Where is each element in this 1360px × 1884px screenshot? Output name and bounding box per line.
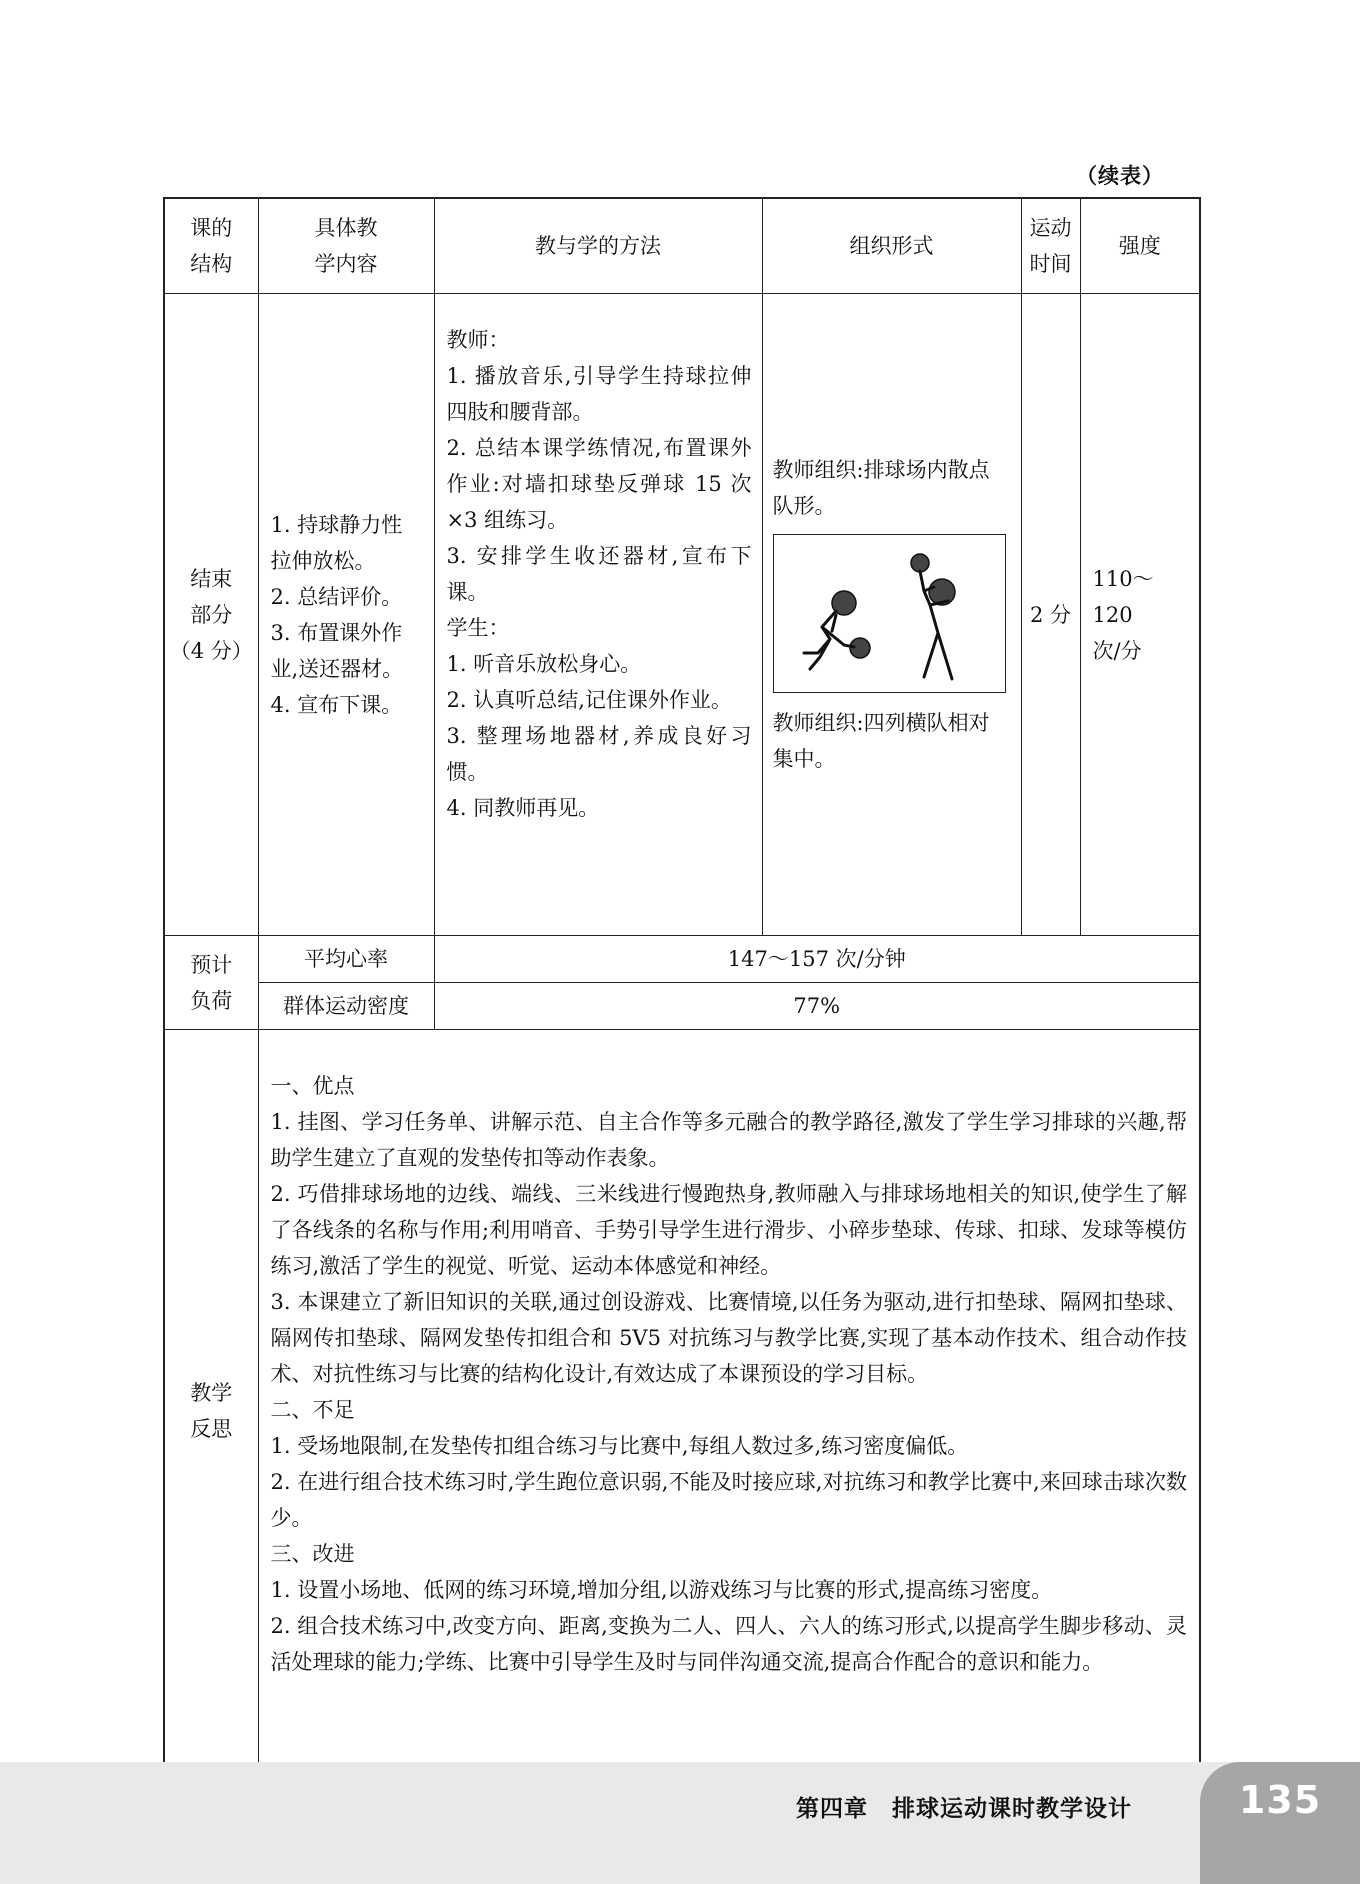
reflection-label-cell: 教学 反思 xyxy=(164,1030,258,1794)
reflection-line: 二、不足 xyxy=(270,1398,355,1422)
reflection-row xyxy=(164,1030,1200,1794)
header-time: 运动 时间 xyxy=(1021,198,1080,294)
ending-time-cell: 2 分 xyxy=(1021,294,1080,936)
reflection-line: 1. 受场地限制,在发垫传扣组合练习与比赛中,每组人数过多,练习密度偏低。 xyxy=(270,1434,969,1458)
reflection-line: 1. 设置小场地、低网的练习环境,增加分组,以游戏练习与比赛的形式,提高练习密度。 xyxy=(270,1578,1053,1602)
organization-top-text: 教师组织:排球场内散点队形。 xyxy=(772,458,990,518)
chapter-title: 第四章 排球运动课时教学设计 xyxy=(796,1796,1132,1822)
reflection-line: 2. 在进行组合技术练习时,学生跑位意识弱,不能及时接应球,对抗练习和教学比赛中,来回球击球次数少。 xyxy=(270,1470,1187,1530)
load-density-row xyxy=(164,983,1200,1030)
reflection-line: 2. 巧借排球场地的边线、端线、三米线进行慢跑热身,教师融入与排球场地相关的知识,使学生了解了各线条的名称与作用;利用哨音、手势引导学生进行滑步、小碎步垫球、传球、扣球、发球等模仿练习,激活了学生的视觉、听觉、运动本体感觉和神经。 xyxy=(270,1182,1187,1278)
reflection-line: 2. 组合技术练习中,改变方向、距离,变换为二人、四人、六人的练习形式,以提高学生脚步移动、灵活处理球的能力;学练、比赛中引导学生及时与同伴沟通交流,提高合作配合的意识和能力。 xyxy=(270,1614,1187,1674)
header-intensity: 强度 xyxy=(1080,198,1200,294)
ending-section-row xyxy=(164,294,1200,936)
density-label: 群体运动密度 xyxy=(258,983,434,1030)
ending-structure-cell: 结束 部分 （4 分） xyxy=(164,294,258,936)
header-content: 具体教 学内容 xyxy=(258,198,434,294)
header-organization: 组织形式 xyxy=(762,198,1021,294)
reflection-content-cell xyxy=(258,1030,1200,1794)
table-header-row xyxy=(164,198,1200,294)
ending-intensity-cell: 110～120 次/分 xyxy=(1080,294,1200,936)
load-label-cell: 预计 负荷 xyxy=(164,936,258,1030)
continued-label: （续表） xyxy=(1076,164,1164,188)
stretching-figures-drawing xyxy=(774,535,1005,692)
reflection-line: 3. 本课建立了新旧知识的关联,通过创设游戏、比赛情境,以任务为驱动,进行扣垫球、隔网扣垫球、隔网传扣垫球、隔网发垫传扣组合和 5V5 对抗练习与教学比赛,实现了基本动作技术、组合动作技术、对抗性练习与比赛的结构化设计,有效达成了本课预设的学习目标。 xyxy=(270,1290,1187,1386)
heart-rate-value: 147～157 次/分钟 xyxy=(434,936,1200,983)
reflection-line: 一、优点 xyxy=(270,1074,355,1098)
ending-content-cell: 1. 持球静力性拉伸放松。 2. 总结评价。 3. 布置课外作业,送还器材。 4. 宣布下课。 xyxy=(258,294,434,936)
reflection-line: 1. 挂图、学习任务单、讲解示范、自主合作等多元融合的教学路径,激发了学生学习排球的兴趣,帮助学生建立了直观的发垫传扣等动作表象。 xyxy=(270,1110,1187,1170)
stretching-figures-icon xyxy=(773,534,1006,693)
ending-method-cell: 教师： 1. 播放音乐,引导学生持球拉伸四肢和腰背部。 2. 总结本课学练情况,布置课外作业:对墙扣球垫反弹球 15 次×3 组练习。 3. 安排学生收还器材,宣布下课。 学生： 1. 听音乐放松身心。 2. 认真听总结,记住课外作业。 3. 整理场地器材,养成良好习惯。 4. 同教师再见。 xyxy=(434,294,762,936)
ending-organization-cell xyxy=(762,294,1021,936)
page-number: 135 xyxy=(1238,1778,1322,1822)
header-structure: 课的 结构 xyxy=(164,198,258,294)
heart-rate-label: 平均心率 xyxy=(258,936,434,983)
lesson-plan-table xyxy=(163,197,1201,1794)
load-heart-rate-row xyxy=(164,936,1200,983)
organization-bottom-text: 教师组织:四列横队相对集中。 xyxy=(772,711,990,771)
header-method: 教与学的方法 xyxy=(434,198,762,294)
reflection-line: 三、改进 xyxy=(270,1542,355,1566)
density-value: 77% xyxy=(434,983,1200,1030)
footer-band xyxy=(0,1762,1360,1884)
